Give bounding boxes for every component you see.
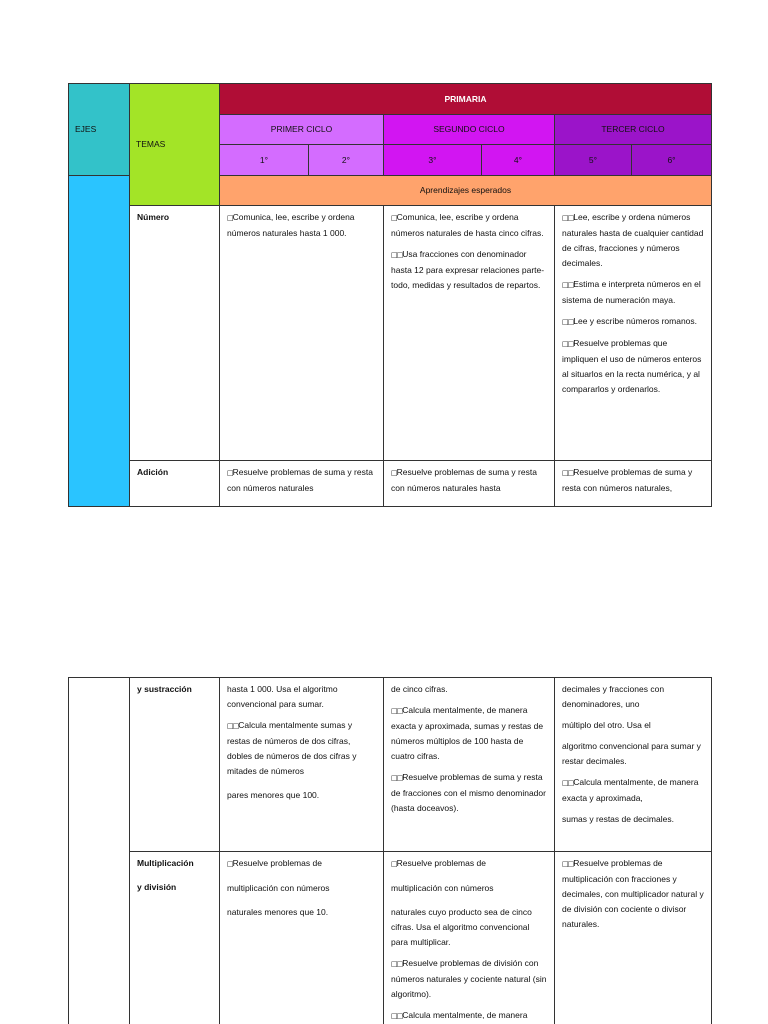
temas-header: TEMAS xyxy=(130,84,220,206)
aprendizaje-item: pares menores que 100. xyxy=(227,790,320,800)
aprendizaje-item: □□Resuelve problemas de suma y resta de fracciones con el mismo denominador (hasta doceavos). xyxy=(391,772,546,813)
aprendizaje-item: naturales menores que 10. xyxy=(227,907,329,917)
grado-1: 1° xyxy=(220,145,309,176)
checkbox-bullet-icon: □□ xyxy=(562,214,574,222)
grado-3: 3° xyxy=(384,145,482,176)
aprendizaje-item: □□Usa fracciones con denominador hasta 12 para expresar relaciones parte-todo, medidas y resultados de repartos. xyxy=(391,249,545,290)
ciclo-header-segundo: SEGUNDO CICLO xyxy=(384,115,555,145)
aprendizaje-item: algoritmo convencional para sumar y restar decimales. xyxy=(562,741,701,766)
checkbox-bullet-icon: □□ xyxy=(391,1012,403,1020)
topic-cell: y sustracción xyxy=(130,678,220,852)
checkbox-bullet-icon: □ xyxy=(391,214,397,222)
aprendizaje-primer-ciclo xyxy=(220,206,384,461)
primaria-header: PRIMARIA xyxy=(220,84,712,115)
topic-cell: Número xyxy=(130,206,220,461)
topic-cell xyxy=(130,852,220,1024)
grado-6: 6° xyxy=(632,145,712,176)
aprendizaje-item: □Comunica, lee, escribe y ordena números naturales hasta 1 000. xyxy=(227,212,355,238)
aprendizaje-item: □Resuelve problemas de suma y resta con números naturales xyxy=(227,467,373,493)
checkbox-bullet-icon: □□ xyxy=(391,960,403,968)
checkbox-bullet-icon: □□ xyxy=(227,722,239,730)
aprendizaje-item: □□Calcula mentalmente, de manera xyxy=(391,1010,528,1020)
curriculum-table-page2 xyxy=(68,677,712,1024)
aprendizaje-item: □□Resuelve problemas que impliquen el uso de números enteros al situarlos en la recta numérica, y al compararlos y ordenarlos. xyxy=(562,338,702,394)
aprendizaje-item: □Resuelve problemas de suma y resta con números naturales hasta xyxy=(391,467,537,493)
checkbox-bullet-icon: □□ xyxy=(391,707,403,715)
aprendizaje-item: multiplicación con números xyxy=(227,883,330,893)
checkbox-bullet-icon: □ xyxy=(391,860,397,868)
ejes-header: EJES xyxy=(69,84,130,176)
checkbox-bullet-icon: □□ xyxy=(391,774,403,782)
checkbox-bullet-icon: □ xyxy=(227,214,233,222)
checkbox-bullet-icon: □□ xyxy=(562,281,574,289)
aprendizaje-item: múltiplo del otro. Usa el xyxy=(562,720,651,730)
aprendizaje-item: □Resuelve problemas de xyxy=(227,858,322,868)
ejes-body-cell xyxy=(69,176,130,507)
aprendizaje-item: □□Resuelve problemas de división con números naturales y cociente natural (sin algoritmo). xyxy=(391,958,547,999)
aprendizaje-item: □□Calcula mentalmente, de manera exacta y aproximada, xyxy=(562,777,699,803)
topic-line: Multiplicación xyxy=(137,858,194,868)
aprendizaje-tercer-ciclo xyxy=(555,678,712,852)
checkbox-bullet-icon: □ xyxy=(227,469,233,477)
aprendizaje-item: naturales cuyo producto sea de cinco cifras. Usa el algoritmo convencional para multiplicar. xyxy=(391,907,532,947)
checkbox-bullet-icon: □ xyxy=(227,860,233,868)
aprendizaje-item: □Comunica, lee, escribe y ordena números naturales de hasta cinco cifras. xyxy=(391,212,544,238)
aprendizaje-item: hasta 1 000. Usa el algoritmo convencional para sumar. xyxy=(227,684,338,709)
aprendizaje-tercer-ciclo xyxy=(555,461,712,507)
aprendizaje-item: sumas y restas de decimales. xyxy=(562,814,674,824)
checkbox-bullet-icon: □□ xyxy=(562,318,574,326)
aprendizaje-primer-ciclo xyxy=(220,461,384,507)
aprendizaje-item: □Resuelve problemas de xyxy=(391,858,486,868)
checkbox-bullet-icon: □□ xyxy=(562,340,574,348)
aprendizaje-item: □□Resuelve problemas de suma y resta con números naturales, xyxy=(562,467,693,493)
aprendizaje-segundo-ciclo xyxy=(384,206,555,461)
grado-2: 2° xyxy=(309,145,384,176)
aprendizaje-item: □□Lee, escribe y ordena números naturales hasta de cualquier cantidad de cifras, fracciones y números decimales. xyxy=(562,212,704,268)
ciclo-header-primer: PRIMER CICLO xyxy=(220,115,384,145)
topic-cell: Adición xyxy=(130,461,220,507)
grado-5: 5° xyxy=(555,145,632,176)
checkbox-bullet-icon: □ xyxy=(391,469,397,477)
aprendizajes-header: Aprendizajes esperados xyxy=(220,176,712,206)
topic-line: y división xyxy=(137,882,177,892)
aprendizaje-item: □□Calcula mentalmente, de manera exacta y aproximada, sumas y restas de números múltiplos de 100 hasta de cuatro cifras. xyxy=(391,705,544,761)
checkbox-bullet-icon: □□ xyxy=(562,860,574,868)
aprendizaje-item: decimales y fracciones con denominadores, uno xyxy=(562,684,665,709)
aprendizaje-item: multiplicación con números xyxy=(391,883,494,893)
ciclo-header-tercer: TERCER CICLO xyxy=(555,115,712,145)
aprendizaje-item: □□Resuelve problemas de multiplicación con fracciones y decimales, con multiplicador natural y de división con cociente o divisor naturales. xyxy=(562,858,704,929)
checkbox-bullet-icon: □□ xyxy=(391,251,403,259)
aprendizaje-segundo-ciclo xyxy=(384,678,555,852)
checkbox-bullet-icon: □□ xyxy=(562,779,574,787)
aprendizaje-segundo-ciclo xyxy=(384,461,555,507)
aprendizaje-primer-ciclo xyxy=(220,678,384,852)
aprendizaje-item: □□Calcula mentalmente sumas y restas de números de dos cifras, dobles de números de dos cifras y mitades de números xyxy=(227,720,357,776)
ejes-body-cell xyxy=(69,678,130,1024)
aprendizaje-item: de cinco cifras. xyxy=(391,684,448,694)
aprendizaje-item: □□Estima e interpreta números en el sistema de numeración maya. xyxy=(562,279,701,305)
aprendizaje-tercer-ciclo xyxy=(555,852,712,1024)
curriculum-table-page1 xyxy=(68,83,712,507)
aprendizaje-segundo-ciclo xyxy=(384,852,555,1024)
aprendizaje-item: □□Lee y escribe números romanos. xyxy=(562,316,698,326)
checkbox-bullet-icon: □□ xyxy=(562,469,574,477)
aprendizaje-primer-ciclo xyxy=(220,852,384,1024)
grado-4: 4° xyxy=(482,145,555,176)
aprendizaje-tercer-ciclo xyxy=(555,206,712,461)
